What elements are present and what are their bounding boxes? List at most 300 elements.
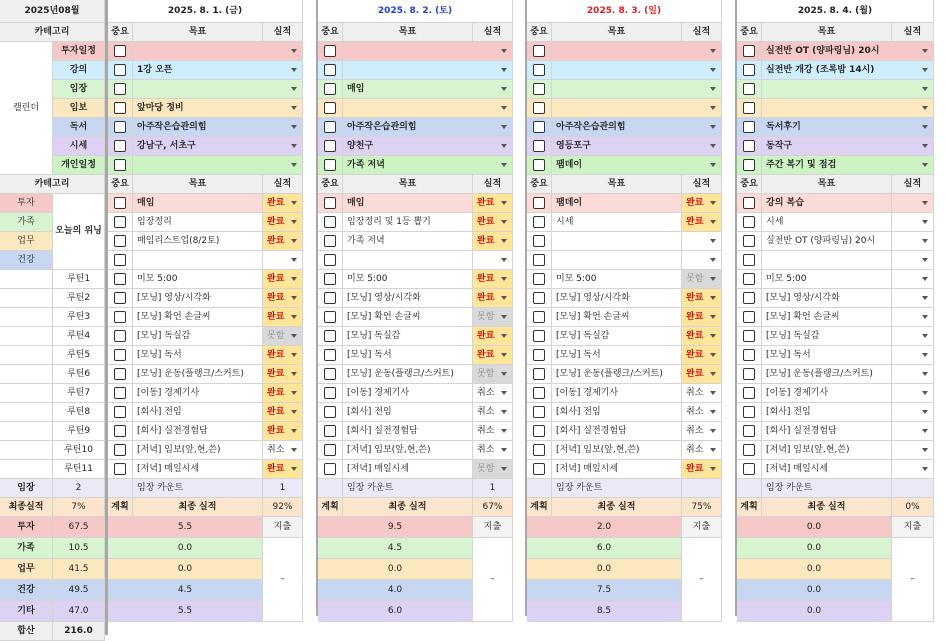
importance-checkbox-cell[interactable] — [737, 156, 762, 175]
checkbox[interactable] — [743, 254, 755, 266]
routine-result[interactable] — [473, 270, 513, 289]
dropdown-arrow-icon[interactable] — [291, 258, 297, 262]
winning-result[interactable] — [473, 194, 513, 213]
importance-checkbox-cell[interactable] — [527, 270, 552, 289]
dropdown-arrow-icon[interactable] — [710, 220, 716, 224]
dropdown-arrow-icon[interactable] — [922, 201, 928, 205]
importance-checkbox-cell[interactable] — [737, 346, 762, 365]
importance-checkbox-cell[interactable] — [737, 384, 762, 403]
importance-checkbox-cell[interactable] — [318, 346, 343, 365]
dropdown-arrow-icon[interactable] — [501, 391, 507, 395]
importance-checkbox-cell[interactable] — [318, 213, 343, 232]
checkbox[interactable] — [114, 444, 126, 456]
checkbox[interactable] — [743, 83, 755, 95]
checkbox[interactable] — [743, 45, 755, 57]
checkbox[interactable] — [743, 159, 755, 171]
calendar-goal[interactable] — [343, 156, 513, 175]
dropdown-arrow-icon[interactable] — [922, 106, 928, 110]
dropdown-arrow-icon[interactable] — [291, 144, 297, 148]
importance-checkbox-cell[interactable] — [108, 99, 133, 118]
routine-result[interactable] — [682, 270, 722, 289]
importance-checkbox-cell[interactable] — [318, 156, 343, 175]
importance-checkbox-cell[interactable] — [318, 270, 343, 289]
checkbox[interactable] — [114, 216, 126, 228]
calendar-goal[interactable] — [762, 42, 934, 61]
checkbox[interactable] — [533, 444, 545, 456]
importance-checkbox-cell[interactable] — [737, 403, 762, 422]
dropdown-arrow-icon[interactable] — [710, 353, 716, 357]
dropdown-arrow-icon[interactable] — [710, 372, 716, 376]
dropdown-arrow-icon[interactable] — [501, 315, 507, 319]
routine-result[interactable] — [473, 441, 513, 460]
importance-checkbox-cell[interactable] — [108, 422, 133, 441]
routine-result[interactable] — [263, 460, 303, 479]
checkbox[interactable] — [533, 311, 545, 323]
checkbox[interactable] — [324, 463, 336, 475]
calendar-goal[interactable] — [133, 80, 303, 99]
routine-result[interactable] — [473, 460, 513, 479]
checkbox[interactable] — [533, 216, 545, 228]
dropdown-arrow-icon[interactable] — [501, 448, 507, 452]
importance-checkbox-cell[interactable] — [108, 365, 133, 384]
checkbox[interactable] — [743, 197, 755, 209]
importance-checkbox-cell[interactable] — [737, 61, 762, 80]
importance-checkbox-cell[interactable] — [318, 80, 343, 99]
checkbox[interactable] — [114, 45, 126, 57]
calendar-goal[interactable] — [343, 42, 513, 61]
dropdown-arrow-icon[interactable] — [501, 429, 507, 433]
checkbox[interactable] — [533, 45, 545, 57]
checkbox[interactable] — [324, 349, 336, 361]
checkbox[interactable] — [533, 349, 545, 361]
checkbox[interactable] — [533, 235, 545, 247]
importance-checkbox-cell[interactable] — [108, 213, 133, 232]
routine-result[interactable] — [263, 346, 303, 365]
dropdown-arrow-icon[interactable] — [922, 315, 928, 319]
dropdown-arrow-icon[interactable] — [501, 277, 507, 281]
winning-result[interactable] — [682, 251, 722, 270]
importance-checkbox-cell[interactable] — [108, 289, 133, 308]
winning-result[interactable] — [892, 251, 934, 270]
calendar-goal[interactable] — [762, 137, 934, 156]
dropdown-arrow-icon[interactable] — [291, 448, 297, 452]
checkbox[interactable] — [743, 387, 755, 399]
dropdown-arrow-icon[interactable] — [291, 334, 297, 338]
checkbox[interactable] — [743, 444, 755, 456]
checkbox[interactable] — [114, 140, 126, 152]
importance-checkbox-cell[interactable] — [108, 460, 133, 479]
importance-checkbox-cell[interactable] — [318, 441, 343, 460]
checkbox[interactable] — [114, 292, 126, 304]
dropdown-arrow-icon[interactable] — [291, 201, 297, 205]
dropdown-arrow-icon[interactable] — [710, 106, 716, 110]
routine-result[interactable] — [263, 422, 303, 441]
checkbox[interactable] — [743, 64, 755, 76]
calendar-goal[interactable] — [552, 118, 722, 137]
calendar-goal[interactable] — [133, 99, 303, 118]
calendar-goal[interactable] — [762, 99, 934, 118]
dropdown-arrow-icon[interactable] — [291, 372, 297, 376]
checkbox[interactable] — [743, 368, 755, 380]
importance-checkbox-cell[interactable] — [318, 99, 343, 118]
importance-checkbox-cell[interactable] — [527, 232, 552, 251]
importance-checkbox-cell[interactable] — [527, 403, 552, 422]
routine-result[interactable] — [892, 384, 934, 403]
dropdown-arrow-icon[interactable] — [291, 220, 297, 224]
importance-checkbox-cell[interactable] — [737, 441, 762, 460]
routine-result[interactable] — [892, 422, 934, 441]
routine-result[interactable] — [892, 270, 934, 289]
checkbox[interactable] — [114, 425, 126, 437]
importance-checkbox-cell[interactable] — [737, 194, 762, 213]
winning-result[interactable] — [892, 232, 934, 251]
dropdown-arrow-icon[interactable] — [501, 163, 507, 167]
calendar-goal[interactable] — [133, 118, 303, 137]
importance-checkbox-cell[interactable] — [108, 232, 133, 251]
dropdown-arrow-icon[interactable] — [922, 277, 928, 281]
routine-result[interactable] — [263, 289, 303, 308]
importance-checkbox-cell[interactable] — [527, 99, 552, 118]
dropdown-arrow-icon[interactable] — [922, 239, 928, 243]
routine-result[interactable] — [473, 384, 513, 403]
calendar-goal[interactable] — [133, 42, 303, 61]
routine-result[interactable] — [473, 403, 513, 422]
importance-checkbox-cell[interactable] — [527, 156, 552, 175]
importance-checkbox-cell[interactable] — [108, 384, 133, 403]
dropdown-arrow-icon[interactable] — [922, 87, 928, 91]
importance-checkbox-cell[interactable] — [108, 194, 133, 213]
importance-checkbox-cell[interactable] — [737, 213, 762, 232]
checkbox[interactable] — [533, 140, 545, 152]
routine-result[interactable] — [263, 384, 303, 403]
checkbox[interactable] — [743, 292, 755, 304]
checkbox[interactable] — [743, 121, 755, 133]
routine-result[interactable] — [892, 441, 934, 460]
importance-checkbox-cell[interactable] — [737, 80, 762, 99]
importance-checkbox-cell[interactable] — [318, 308, 343, 327]
dropdown-arrow-icon[interactable] — [922, 125, 928, 129]
importance-checkbox-cell[interactable] — [318, 384, 343, 403]
importance-checkbox-cell[interactable] — [108, 61, 133, 80]
dropdown-arrow-icon[interactable] — [501, 49, 507, 53]
dropdown-arrow-icon[interactable] — [501, 125, 507, 129]
calendar-goal[interactable] — [552, 156, 722, 175]
winning-result[interactable] — [473, 251, 513, 270]
checkbox[interactable] — [324, 102, 336, 114]
checkbox[interactable] — [114, 349, 126, 361]
routine-result[interactable] — [892, 403, 934, 422]
calendar-goal[interactable] — [552, 61, 722, 80]
importance-checkbox-cell[interactable] — [527, 365, 552, 384]
checkbox[interactable] — [533, 425, 545, 437]
checkbox[interactable] — [324, 83, 336, 95]
calendar-goal[interactable] — [343, 118, 513, 137]
checkbox[interactable] — [533, 159, 545, 171]
checkbox[interactable] — [533, 83, 545, 95]
calendar-goal[interactable] — [343, 80, 513, 99]
dropdown-arrow-icon[interactable] — [291, 353, 297, 357]
routine-result[interactable] — [682, 441, 722, 460]
calendar-goal[interactable] — [343, 61, 513, 80]
checkbox[interactable] — [743, 330, 755, 342]
importance-checkbox-cell[interactable] — [108, 137, 133, 156]
checkbox[interactable] — [324, 216, 336, 228]
importance-checkbox-cell[interactable] — [527, 251, 552, 270]
checkbox[interactable] — [114, 64, 126, 76]
checkbox[interactable] — [533, 330, 545, 342]
importance-checkbox-cell[interactable] — [737, 42, 762, 61]
winning-result[interactable] — [473, 213, 513, 232]
dropdown-arrow-icon[interactable] — [710, 429, 716, 433]
importance-checkbox-cell[interactable] — [527, 384, 552, 403]
dropdown-arrow-icon[interactable] — [291, 467, 297, 471]
checkbox[interactable] — [114, 463, 126, 475]
dropdown-arrow-icon[interactable] — [922, 49, 928, 53]
dropdown-arrow-icon[interactable] — [922, 144, 928, 148]
checkbox[interactable] — [743, 140, 755, 152]
checkbox[interactable] — [533, 254, 545, 266]
checkbox[interactable] — [324, 254, 336, 266]
importance-checkbox-cell[interactable] — [527, 213, 552, 232]
checkbox[interactable] — [533, 64, 545, 76]
importance-checkbox-cell[interactable] — [527, 137, 552, 156]
checkbox[interactable] — [324, 292, 336, 304]
importance-checkbox-cell[interactable] — [737, 118, 762, 137]
checkbox[interactable] — [533, 121, 545, 133]
routine-result[interactable] — [682, 289, 722, 308]
winning-result[interactable] — [473, 232, 513, 251]
checkbox[interactable] — [533, 463, 545, 475]
routine-result[interactable] — [263, 327, 303, 346]
dropdown-arrow-icon[interactable] — [922, 258, 928, 262]
calendar-goal[interactable] — [762, 118, 934, 137]
importance-checkbox-cell[interactable] — [318, 232, 343, 251]
importance-checkbox-cell[interactable] — [318, 194, 343, 213]
routine-result[interactable] — [263, 308, 303, 327]
dropdown-arrow-icon[interactable] — [710, 315, 716, 319]
importance-checkbox-cell[interactable] — [108, 403, 133, 422]
importance-checkbox-cell[interactable] — [318, 365, 343, 384]
checkbox[interactable] — [114, 197, 126, 209]
calendar-goal[interactable] — [343, 99, 513, 118]
importance-checkbox-cell[interactable] — [108, 346, 133, 365]
checkbox[interactable] — [324, 425, 336, 437]
importance-checkbox-cell[interactable] — [737, 308, 762, 327]
checkbox[interactable] — [114, 83, 126, 95]
routine-result[interactable] — [263, 365, 303, 384]
dropdown-arrow-icon[interactable] — [710, 68, 716, 72]
checkbox[interactable] — [114, 273, 126, 285]
dropdown-arrow-icon[interactable] — [922, 220, 928, 224]
winning-result[interactable] — [263, 213, 303, 232]
importance-checkbox-cell[interactable] — [108, 270, 133, 289]
checkbox[interactable] — [324, 368, 336, 380]
winning-result[interactable] — [682, 232, 722, 251]
checkbox[interactable] — [114, 102, 126, 114]
importance-checkbox-cell[interactable] — [108, 441, 133, 460]
importance-checkbox-cell[interactable] — [318, 327, 343, 346]
dropdown-arrow-icon[interactable] — [922, 68, 928, 72]
checkbox[interactable] — [324, 197, 336, 209]
dropdown-arrow-icon[interactable] — [501, 258, 507, 262]
dropdown-arrow-icon[interactable] — [710, 125, 716, 129]
dropdown-arrow-icon[interactable] — [501, 296, 507, 300]
dropdown-arrow-icon[interactable] — [710, 391, 716, 395]
dropdown-arrow-icon[interactable] — [501, 334, 507, 338]
dropdown-arrow-icon[interactable] — [291, 277, 297, 281]
checkbox[interactable] — [743, 216, 755, 228]
routine-result[interactable] — [473, 365, 513, 384]
importance-checkbox-cell[interactable] — [527, 80, 552, 99]
dropdown-arrow-icon[interactable] — [922, 429, 928, 433]
checkbox[interactable] — [324, 140, 336, 152]
checkbox[interactable] — [743, 311, 755, 323]
checkbox[interactable] — [324, 235, 336, 247]
checkbox[interactable] — [743, 273, 755, 285]
winning-result[interactable] — [682, 213, 722, 232]
routine-result[interactable] — [473, 308, 513, 327]
dropdown-arrow-icon[interactable] — [922, 391, 928, 395]
checkbox[interactable] — [324, 159, 336, 171]
importance-checkbox-cell[interactable] — [318, 289, 343, 308]
checkbox[interactable] — [114, 387, 126, 399]
routine-result[interactable] — [892, 346, 934, 365]
importance-checkbox-cell[interactable] — [737, 99, 762, 118]
checkbox[interactable] — [324, 330, 336, 342]
checkbox[interactable] — [743, 406, 755, 418]
dropdown-arrow-icon[interactable] — [922, 163, 928, 167]
dropdown-arrow-icon[interactable] — [710, 448, 716, 452]
importance-checkbox-cell[interactable] — [108, 156, 133, 175]
winning-result[interactable] — [263, 232, 303, 251]
importance-checkbox-cell[interactable] — [318, 251, 343, 270]
importance-checkbox-cell[interactable] — [737, 232, 762, 251]
importance-checkbox-cell[interactable] — [527, 346, 552, 365]
importance-checkbox-cell[interactable] — [108, 80, 133, 99]
importance-checkbox-cell[interactable] — [318, 137, 343, 156]
importance-checkbox-cell[interactable] — [527, 118, 552, 137]
importance-checkbox-cell[interactable] — [737, 137, 762, 156]
calendar-goal[interactable] — [133, 156, 303, 175]
dropdown-arrow-icon[interactable] — [291, 125, 297, 129]
importance-checkbox-cell[interactable] — [737, 365, 762, 384]
dropdown-arrow-icon[interactable] — [291, 429, 297, 433]
dropdown-arrow-icon[interactable] — [501, 68, 507, 72]
dropdown-arrow-icon[interactable] — [501, 353, 507, 357]
importance-checkbox-cell[interactable] — [527, 441, 552, 460]
dropdown-arrow-icon[interactable] — [501, 220, 507, 224]
routine-result[interactable] — [682, 460, 722, 479]
checkbox[interactable] — [533, 387, 545, 399]
routine-result[interactable] — [473, 346, 513, 365]
routine-result[interactable] — [263, 403, 303, 422]
checkbox[interactable] — [533, 197, 545, 209]
dropdown-arrow-icon[interactable] — [291, 87, 297, 91]
importance-checkbox-cell[interactable] — [527, 194, 552, 213]
routine-result[interactable] — [473, 327, 513, 346]
dropdown-arrow-icon[interactable] — [922, 334, 928, 338]
checkbox[interactable] — [324, 45, 336, 57]
checkbox[interactable] — [743, 349, 755, 361]
checkbox[interactable] — [533, 406, 545, 418]
dropdown-arrow-icon[interactable] — [710, 49, 716, 53]
importance-checkbox-cell[interactable] — [108, 308, 133, 327]
checkbox[interactable] — [743, 235, 755, 247]
routine-result[interactable] — [473, 289, 513, 308]
importance-checkbox-cell[interactable] — [527, 61, 552, 80]
dropdown-arrow-icon[interactable] — [291, 315, 297, 319]
dropdown-arrow-icon[interactable] — [291, 163, 297, 167]
routine-result[interactable] — [892, 327, 934, 346]
dropdown-arrow-icon[interactable] — [922, 296, 928, 300]
importance-checkbox-cell[interactable] — [527, 308, 552, 327]
dropdown-arrow-icon[interactable] — [710, 277, 716, 281]
dropdown-arrow-icon[interactable] — [710, 296, 716, 300]
importance-checkbox-cell[interactable] — [737, 327, 762, 346]
dropdown-arrow-icon[interactable] — [291, 410, 297, 414]
routine-result[interactable] — [892, 308, 934, 327]
checkbox[interactable] — [114, 235, 126, 247]
checkbox[interactable] — [533, 292, 545, 304]
checkbox[interactable] — [324, 64, 336, 76]
dropdown-arrow-icon[interactable] — [501, 410, 507, 414]
dropdown-arrow-icon[interactable] — [291, 391, 297, 395]
dropdown-arrow-icon[interactable] — [710, 201, 716, 205]
importance-checkbox-cell[interactable] — [737, 289, 762, 308]
dropdown-arrow-icon[interactable] — [922, 372, 928, 376]
routine-result[interactable] — [892, 460, 934, 479]
checkbox[interactable] — [743, 425, 755, 437]
routine-result[interactable] — [682, 422, 722, 441]
dropdown-arrow-icon[interactable] — [501, 239, 507, 243]
dropdown-arrow-icon[interactable] — [501, 106, 507, 110]
winning-result[interactable] — [892, 213, 934, 232]
importance-checkbox-cell[interactable] — [737, 270, 762, 289]
dropdown-arrow-icon[interactable] — [710, 239, 716, 243]
importance-checkbox-cell[interactable] — [108, 327, 133, 346]
calendar-goal[interactable] — [552, 137, 722, 156]
routine-result[interactable] — [263, 270, 303, 289]
importance-checkbox-cell[interactable] — [318, 118, 343, 137]
calendar-goal[interactable] — [762, 80, 934, 99]
winning-result[interactable] — [263, 194, 303, 213]
dropdown-arrow-icon[interactable] — [710, 87, 716, 91]
calendar-goal[interactable] — [343, 137, 513, 156]
calendar-goal[interactable] — [552, 42, 722, 61]
checkbox[interactable] — [743, 102, 755, 114]
routine-result[interactable] — [682, 346, 722, 365]
importance-checkbox-cell[interactable] — [527, 289, 552, 308]
checkbox[interactable] — [114, 159, 126, 171]
importance-checkbox-cell[interactable] — [527, 460, 552, 479]
checkbox[interactable] — [114, 254, 126, 266]
routine-result[interactable] — [682, 327, 722, 346]
dropdown-arrow-icon[interactable] — [922, 448, 928, 452]
dropdown-arrow-icon[interactable] — [710, 163, 716, 167]
checkbox[interactable] — [324, 121, 336, 133]
calendar-goal[interactable] — [552, 80, 722, 99]
importance-checkbox-cell[interactable] — [108, 251, 133, 270]
checkbox[interactable] — [324, 273, 336, 285]
dropdown-arrow-icon[interactable] — [710, 410, 716, 414]
routine-result[interactable] — [263, 441, 303, 460]
importance-checkbox-cell[interactable] — [318, 422, 343, 441]
dropdown-arrow-icon[interactable] — [922, 410, 928, 414]
checkbox[interactable] — [533, 273, 545, 285]
importance-checkbox-cell[interactable] — [527, 422, 552, 441]
dropdown-arrow-icon[interactable] — [501, 201, 507, 205]
routine-result[interactable] — [682, 365, 722, 384]
